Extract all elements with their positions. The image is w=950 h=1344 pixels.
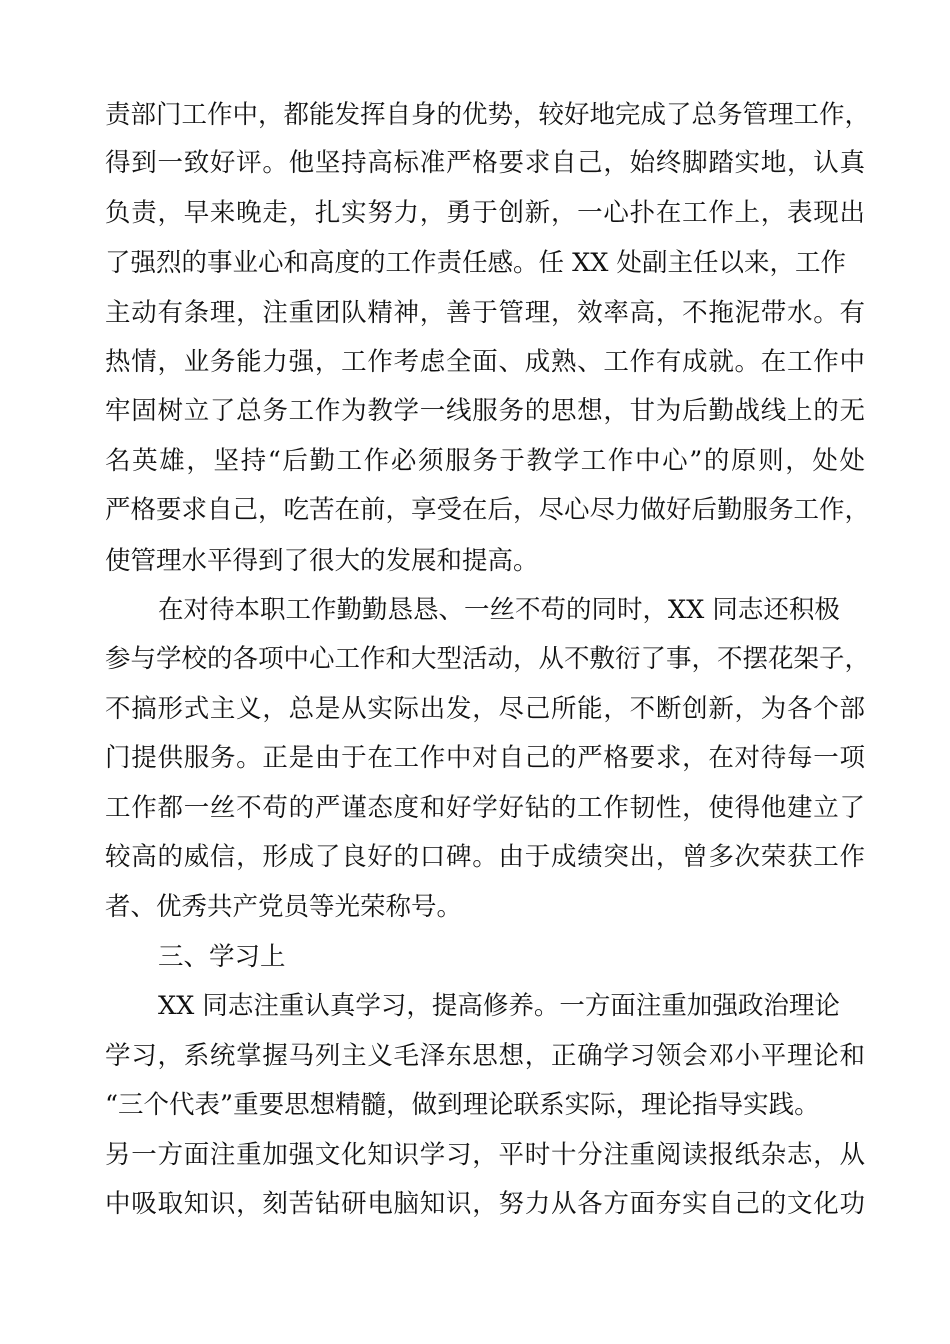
text-line-10: 使管理水平得到了很大的发展和提高。 xyxy=(105,546,539,576)
text-line-12: 参与学校的各项中心工作和大型活动，从不敷衍了事，不摆花架子， xyxy=(105,644,871,674)
text-line-21: “三个代表”重要思想精髓，做到理论联系实际，理论指导实践。 xyxy=(105,1090,820,1120)
text-line-22: 另一方面注重加强文化知识学习，平时十分注重阅读报纸杂志，从 xyxy=(105,1140,865,1170)
text-line-3: 负责，早来晚走，扎实努力，勇于创新，一心扑在工作上，表现出 xyxy=(105,198,865,228)
text-line-4: 了强烈的事业心和高度的工作责任感。任 XX 处副主任以来，工作 xyxy=(105,248,847,278)
paragraph-start-line: 在对待本职工作勤勤恳恳、一丝不苟的同时，XX 同志还积极 xyxy=(158,595,840,625)
text-line-8: 名英雄，坚持“后勤工作必须服务于教学工作中心”的原则，处处 xyxy=(105,446,865,476)
text-line-13: 不搞形式主义，总是从实际出发，尽己所能，不断创新，为各个部 xyxy=(105,694,865,724)
text-line-15: 工作都一丝不苟的严谨态度和好学好钻的工作韧性，使得他建立了 xyxy=(105,793,865,823)
text-line-20: 学习，系统掌握马列主义毛泽东思想，正确学习领会邓小平理论和 xyxy=(105,1041,865,1071)
paragraph-start-line-2: XX 同志注重认真学习，提高修养。一方面注重加强政治理论 xyxy=(158,991,840,1021)
text-line-1: 责部门工作中，都能发挥自身的优势，较好地完成了总务管理工作， xyxy=(105,100,871,130)
section-heading: 三、学习上 xyxy=(158,942,286,972)
text-line-6: 热情，业务能力强，工作考虑全面、成熟、工作有成就。在工作中 xyxy=(105,347,865,377)
text-line-5: 主动有条理，注重团队精神，善于管理，效率高，不拖泥带水。有 xyxy=(105,298,865,328)
text-line-2: 得到一致好评。他坚持高标准严格要求自己，始终脚踏实地，认真 xyxy=(105,148,865,178)
text-line-14: 门提供服务。正是由于在工作中对自己的严格要求，在对待每一项 xyxy=(105,743,865,773)
text-line-7: 牢固树立了总务工作为教学一线服务的思想，甘为后勤战线上的无 xyxy=(105,396,865,426)
text-line-16: 较高的威信，形成了良好的口碑。由于成绩突出，曾多次荣获工作 xyxy=(105,842,865,872)
text-line-23: 中吸取知识，刻苦钻研电脑知识，努力从各方面夯实自己的文化功 xyxy=(105,1189,865,1219)
text-line-17: 者、优秀共产党员等光荣称号。 xyxy=(105,892,463,922)
text-line-9: 严格要求自己，吃苦在前，享受在后，尽心尽力做好后勤服务工作， xyxy=(105,495,871,525)
